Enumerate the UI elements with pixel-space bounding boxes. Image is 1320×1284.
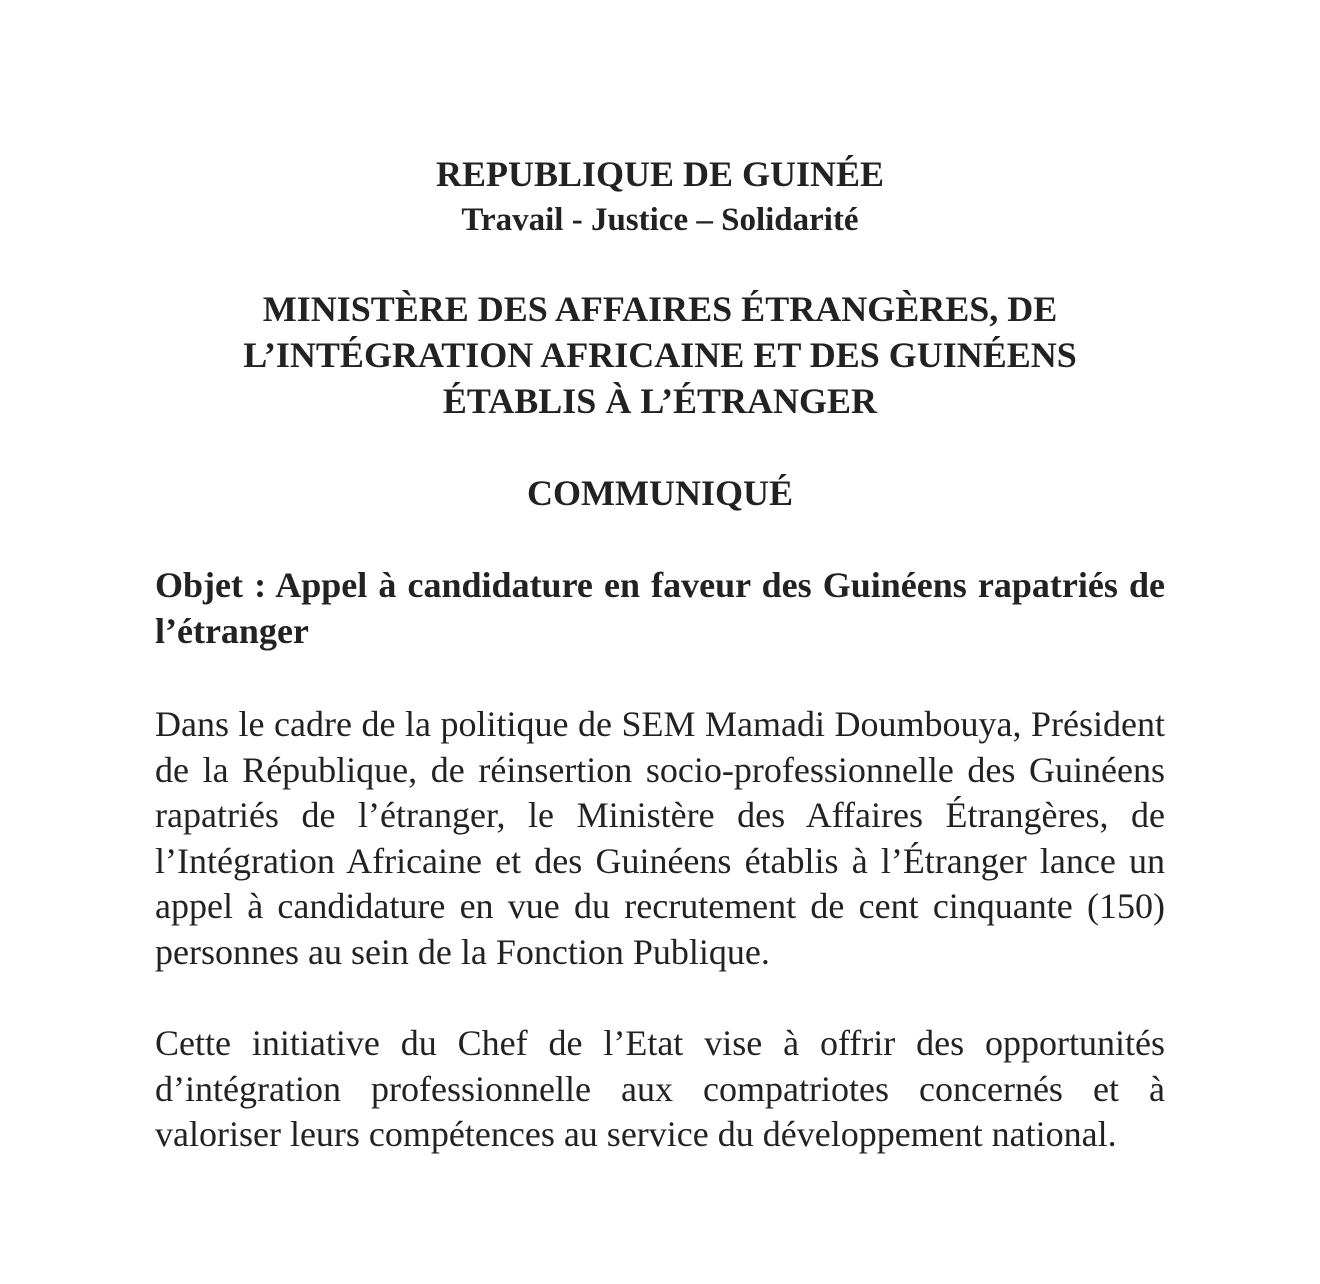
- document-type-title: COMMUNIQUÉ: [527, 473, 793, 513]
- body-paragraph: Cette initiative du Chef de l’Etat vise à offrir des opportunités d’intégration professionnelle aux compatriotes concernés et à valoriser leurs compétences au service du développement national.: [155, 1023, 1165, 1154]
- country-name: REPUBLIQUE DE GUINÉE: [435, 154, 885, 194]
- ministry-name-line: L’INTÉGRATION AFRICAINE ET DES GUINÉENS: [243, 335, 1077, 375]
- ministry-name-line: ÉTABLIS À L’ÉTRANGER: [442, 381, 878, 421]
- subject-line: Objet : Appel à candidature en faveur des Guinéens rapatriés de l’étranger: [155, 565, 1165, 651]
- communique-page: [155, 150, 1165, 1158]
- ministry-name-line: MINISTÈRE DES AFFAIRES ÉTRANGÈRES, DE: [262, 289, 1058, 329]
- ministry-name: [155, 286, 1165, 424]
- national-motto: Travail - Justice – Solidarité: [461, 202, 859, 238]
- body-paragraph: Dans le cadre de la politique de SEM Mamadi Doumbouya, Président de la République, de réinsertion socio-professionnelle des Guinéens rapatriés de l’étranger, le Ministère des Affaires Étrangères, de l’Intégration Africaine et des Guinéens établis à l’Étranger lance un appel à candidature en vue du recrutement de cent cinquante (150) personnes au sein de la Fonction Publique.: [155, 704, 1165, 972]
